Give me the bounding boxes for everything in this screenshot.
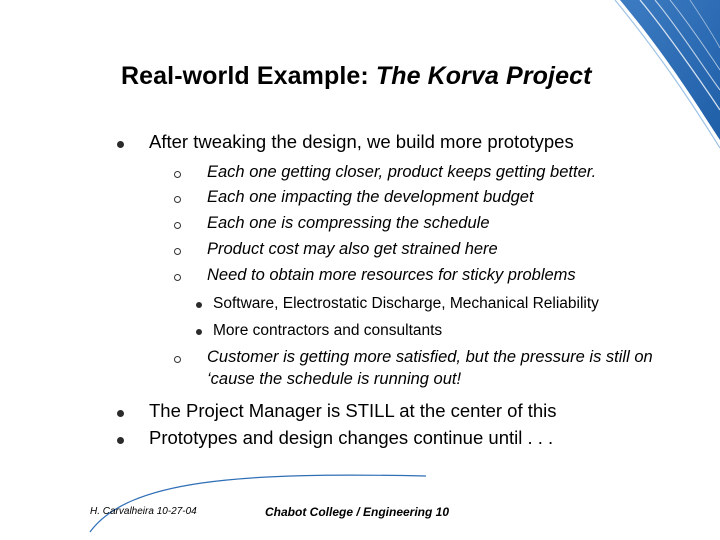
bullet-level2: Customer is getting more satisfied, but the pressure is still on	[207, 348, 653, 366]
bullet-level3: More contractors and consultants	[213, 322, 443, 339]
footer-arc	[88, 470, 428, 534]
bullet-ring-icon	[174, 274, 181, 281]
bullet-level2-continuation: ‘cause the schedule is running out!	[207, 370, 462, 388]
bullet-dot-icon	[117, 410, 124, 417]
footer-author-date: H. Carvalheira 10-27-04	[90, 506, 197, 517]
bullet-level2: Each one is compressing the schedule	[207, 214, 490, 232]
slide-title	[121, 62, 701, 91]
bullet-level1: Prototypes and design changes continue until . . .	[149, 427, 554, 448]
bullet-dot-icon	[196, 302, 202, 308]
bullet-ring-icon	[174, 222, 181, 229]
bullet-ring-icon	[174, 196, 181, 203]
bullet-level2: Need to obtain more resources for sticky problems	[207, 266, 576, 284]
bullet-ring-icon	[174, 356, 181, 363]
bullet-level2: Each one impacting the development budget	[207, 188, 534, 206]
bullet-dot-icon	[196, 329, 202, 335]
bullet-level3: Software, Electrostatic Discharge, Mechanical Reliability	[213, 295, 599, 312]
bullet-ring-icon	[174, 171, 181, 178]
bullet-level1: After tweaking the design, we build more prototypes	[149, 131, 574, 152]
title-emphasis: The Korva Project	[375, 62, 592, 90]
bullet-level2: Each one getting closer, product keeps getting better.	[207, 163, 597, 181]
title-main: Real-world Example:	[121, 62, 376, 90]
bullet-ring-icon	[174, 248, 181, 255]
bullet-dot-icon	[117, 141, 124, 148]
bullet-level2: Product cost may also get strained here	[207, 240, 498, 258]
bullet-dot-icon	[117, 437, 124, 444]
footer-course: Chabot College / Engineering 10	[265, 505, 450, 519]
bullet-level1: The Project Manager is STILL at the center of this	[149, 400, 557, 421]
